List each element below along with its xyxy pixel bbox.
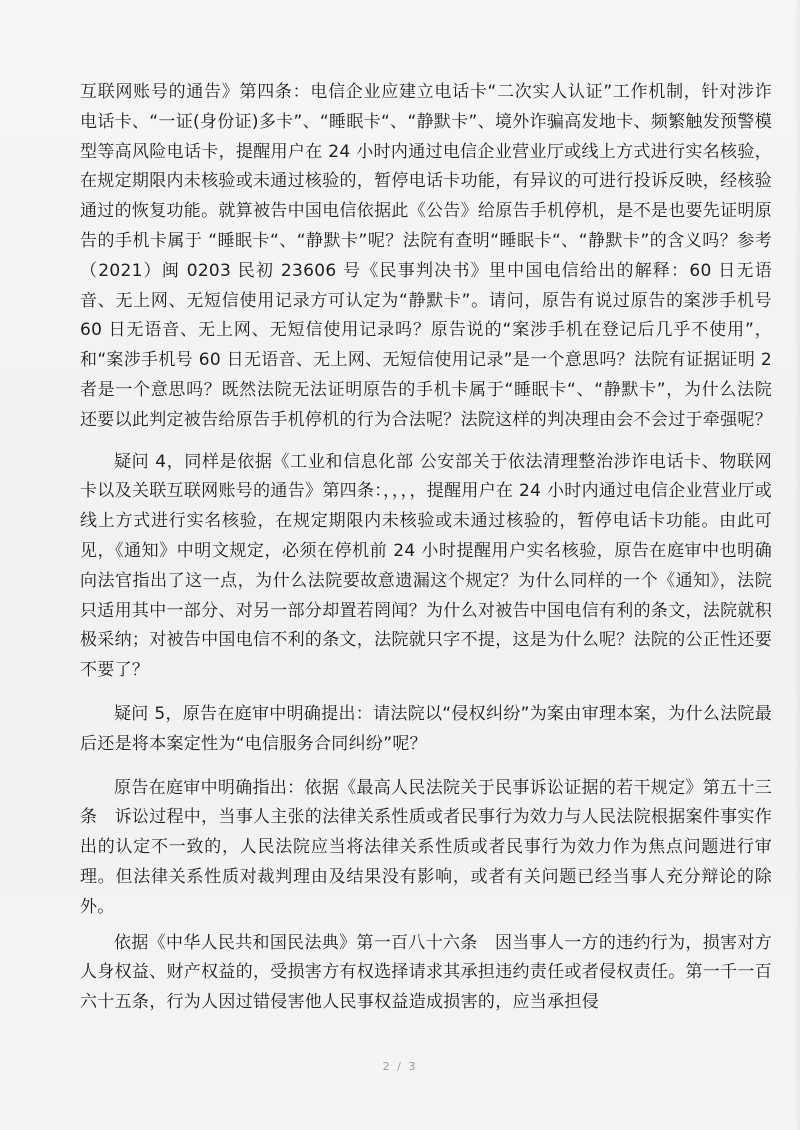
paragraph-evidence-rule: 原告在庭审中明确指出：依据《最高人民法院关于民事诉讼证据的若干规定》第五十三条 诉讼过程中，当事人主张的法律关系性质或者民事行为效力与人民法院根据案件事实作出的认定不一致的，人民法院应当将法律关系性质或者民事行为效力作为焦点问题进行审理。但法律关系性质对裁判理由及结果没有影响，或者有关问题已经当事人充分辩论的除外。 (80, 777, 772, 917)
paragraph-continuation-notice: 互联网账号的通告》第四条：电信企业应建立电话卡“二次实人认证”工作机制，针对涉诈电话卡、“一证(身份证)多卡”、“睡眠卡“、“静默卡”、境外诈骗高发地卡、频繁触发预警模型等高风险电话卡，提醒用户在 24 小时内通过电信企业营业厅或线上方式进行实名核验，在规定期限内未核验或未通过核验的，暂停电话卡功能，有异议的可进行投诉反映，经核验通过的恢复功能。就算被告中国电信依据此《公告》给原告手机停机，是不是也要先证明原告的手机卡属于 “睡眠卡“、“静默卡”呢？法院有查明“睡眠卡“、“静默卡”的含义吗？参考（2021）闽 0203 民初 23606 号《民事判决书》里中国电信给出的解释：60 日无语音、无上网、无短信使用记录方可认定为“静默卡”。请问，原告有说过原告的案涉手机号 60 日无语音、无上网、无短信使用记录吗？原告说的“案涉手机在登记后几乎不使用”，和“案涉手机号 60 日无语音、无上网、无短信使用记录”是一个意思吗？法院有证据证明 2 者是一个意思吗？既然法院无法证明原告的手机卡属于“睡眠卡“、“静默卡”，为什么法院还要以此判定被告给原告手机停机的行为合法呢？法院这样的判决理由会不会过于牵强呢？ (80, 82, 772, 430)
paragraph-question-5: 疑问 5，原告在庭审中明确提出：请法院以“侵权纠纷”为案由审理本案，为什么法院最后还是将本案定性为“电信服务合同纠纷”呢？ (80, 703, 772, 754)
paragraph-civil-code: 依据《中华人民共和国民法典》第一百八十六条 因当事人一方的违约行为，损害对方人身权益、财产权益的，受损害方有权选择请求其承担违约责任或者侵权责任。第一千一百六十五条，行为人因过错侵害他人民事权益造成损害的，应当承担侵 (80, 932, 772, 1013)
scan-edge-shadow (794, 0, 800, 1130)
paragraph-question-4: 疑问 4，同样是依据《工业和信息化部 公安部关于依法清理整治涉诈电话卡、物联网卡以及关联互联网账号的通告》第四条：，，，，提醒用户在 24 小时内通过电信企业营业厅或线上方式进行实名核验，在规定期限内未核验或未通过核验的，暂停电话卡功能。由此可见，《通知》中明文规定，必须在停机前 24 小时提醒用户实名核验，原告在庭审中也明确向法官指出了这一点，为什么法院要故意遗漏这个规定？为什么同样的一个《通知》，法院只适用其中一部分、对另一部分却置若罔闻？为什么对被告中国电信有利的条文，法院就积极采纳；对被告中国电信不利的条文，法院就只字不提，这是为什么呢？法院的公正性还要不要了？ (80, 451, 772, 681)
document-body (80, 78, 772, 1018)
page-number: 2 / 3 (382, 1060, 418, 1073)
